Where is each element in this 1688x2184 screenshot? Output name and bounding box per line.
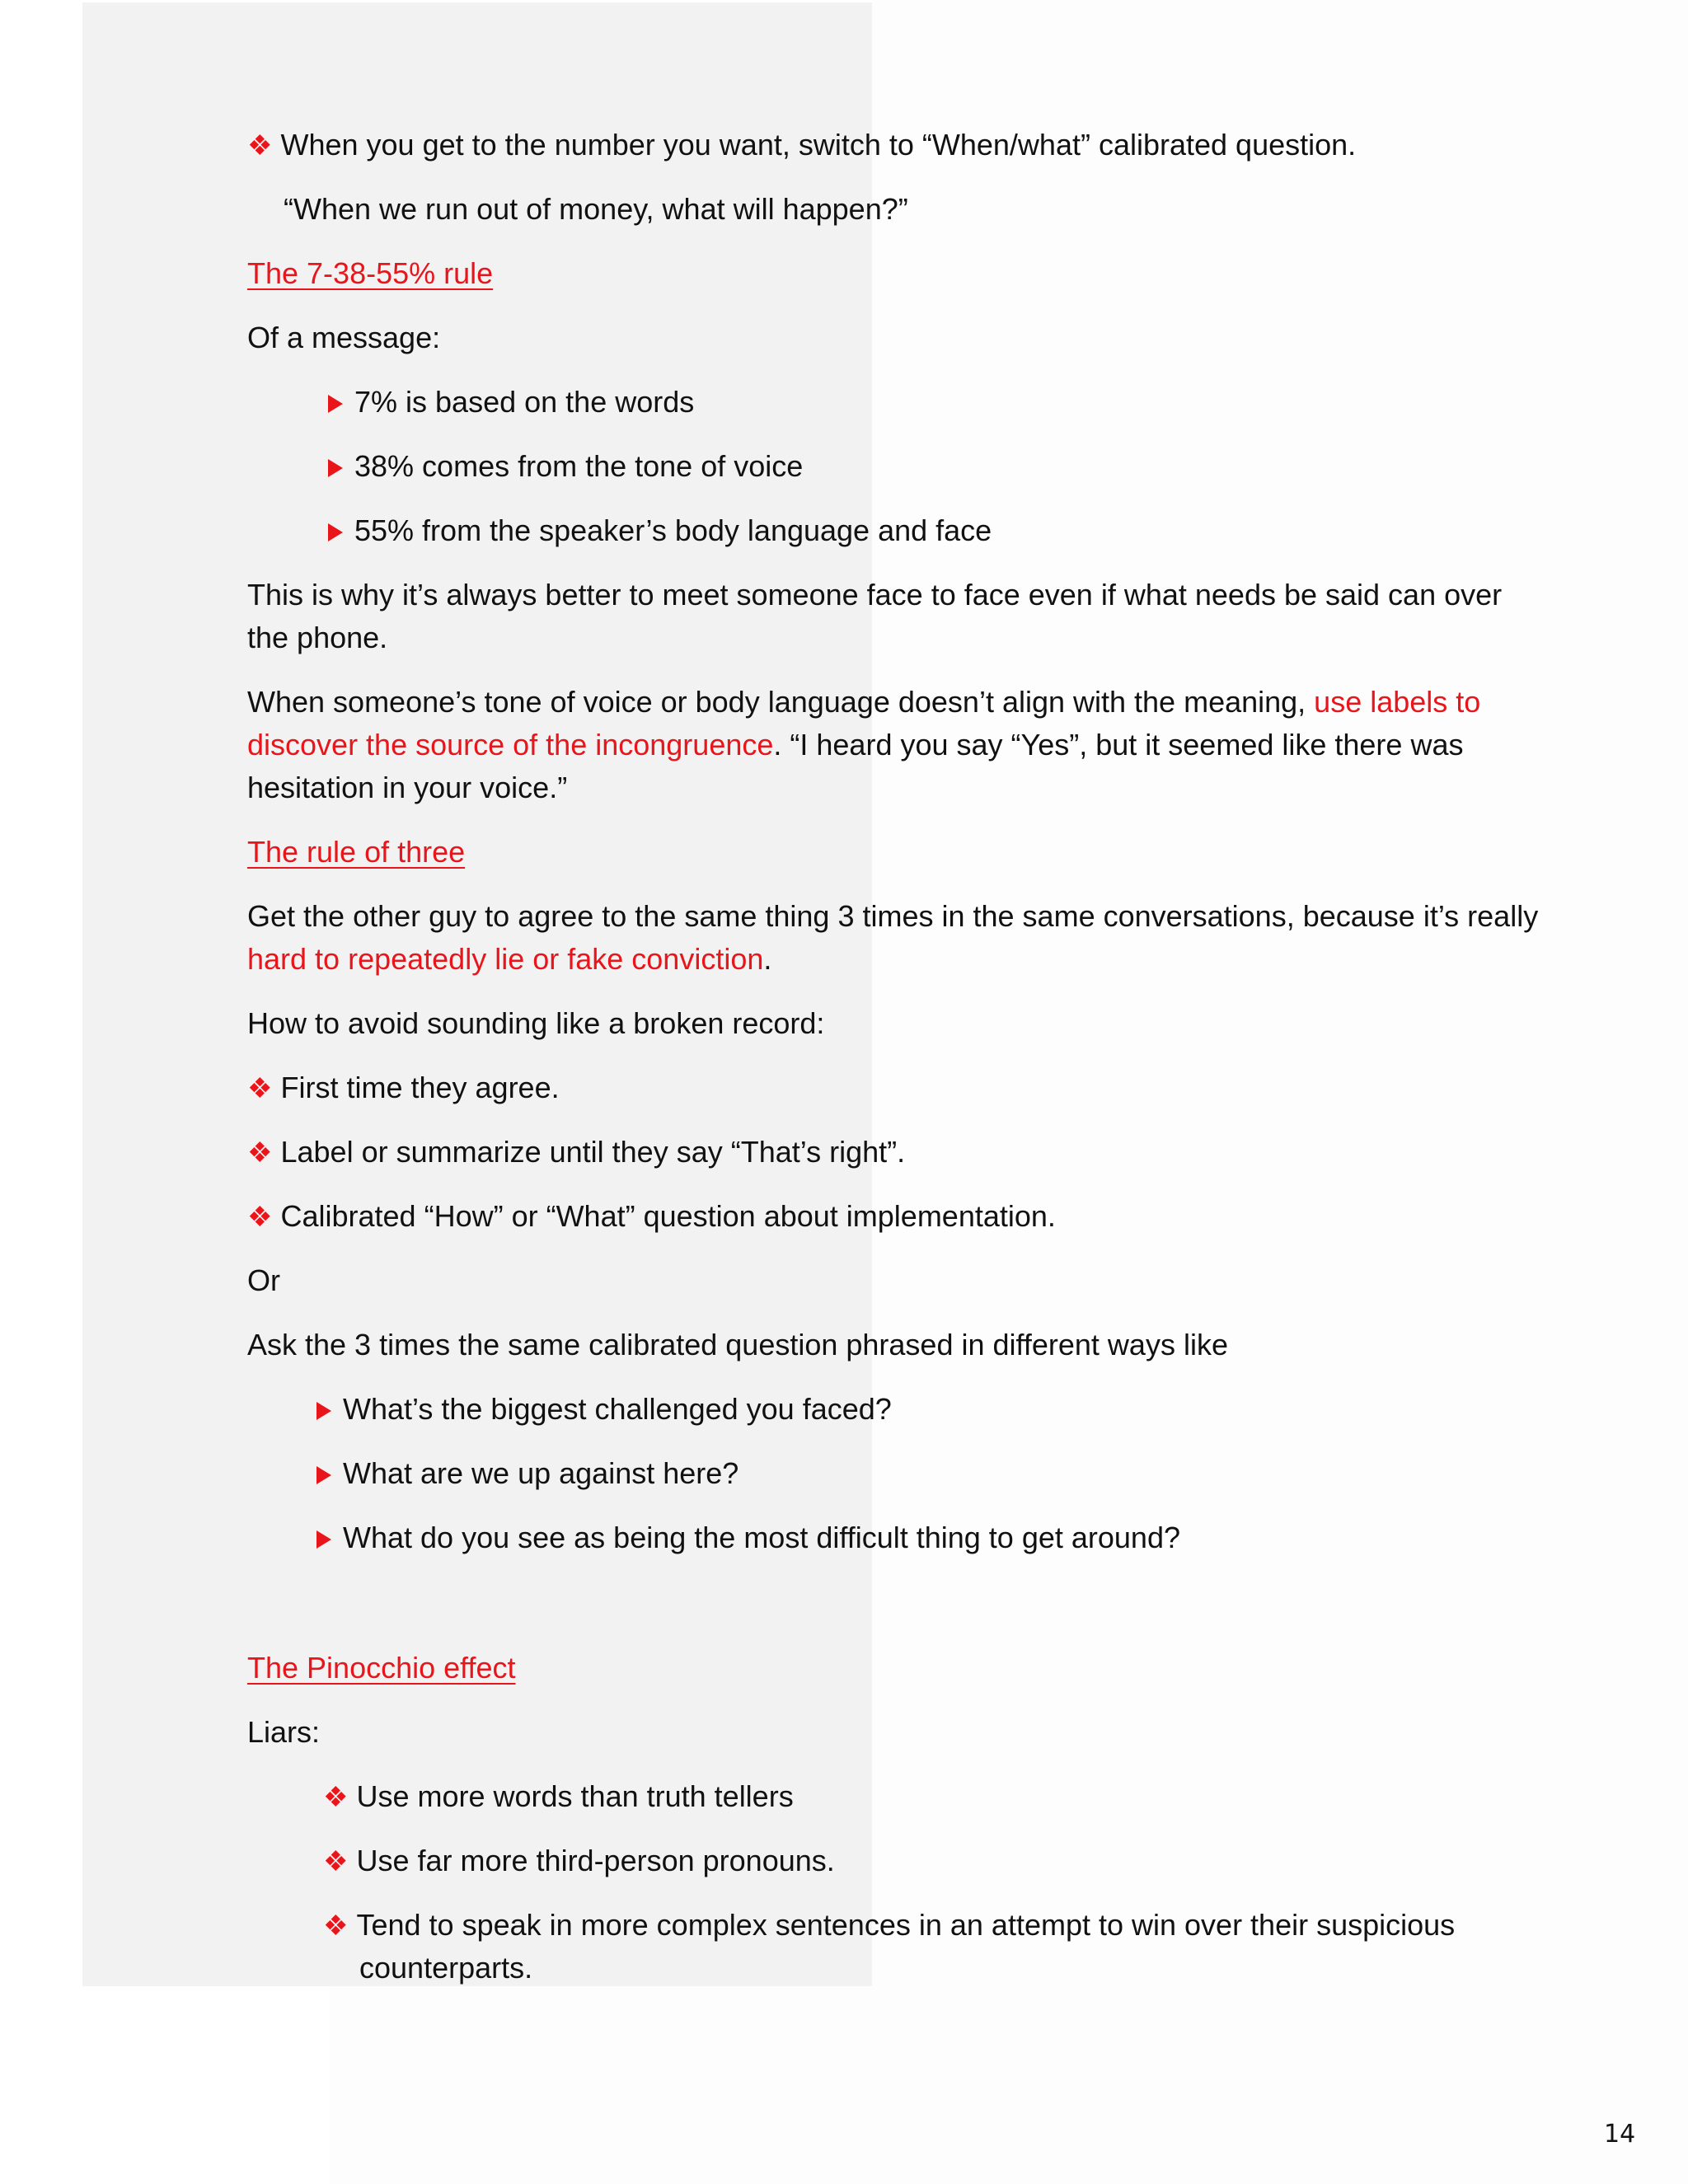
bullet-text-continuation: counterparts.: [359, 1951, 533, 1985]
triangle-bullet-icon: [316, 1466, 331, 1484]
list-item-text: 38% comes from the tone of voice: [354, 449, 804, 483]
diamond-bullet-icon: ❖: [323, 1846, 349, 1877]
list-item: [328, 445, 803, 488]
list-item: [328, 509, 992, 552]
triangle-bullet-icon: [316, 1530, 331, 1549]
bullet-item: [247, 1195, 1056, 1239]
paragraph-text: How to avoid sounding like a broken record:: [247, 1006, 825, 1040]
bullet-text: Label or summarize until they say “That’s right”.: [280, 1135, 906, 1169]
list-item: [316, 1452, 738, 1495]
section-heading-rule-of-three[interactable]: The rule of three: [247, 835, 466, 869]
highlight-text: use labels to: [1306, 685, 1481, 719]
triangle-bullet-icon: [328, 459, 343, 477]
triangle-bullet-icon: [328, 523, 343, 541]
bullet-text: Use more words than truth tellers: [356, 1779, 794, 1813]
paragraph-text: [247, 681, 1480, 724]
bullet-item: [247, 124, 1356, 167]
paragraph-text: hesitation in your voice.”: [247, 771, 568, 804]
paragraph-text: Ask the 3 times the same calibrated question phrased in different ways like: [247, 1328, 1228, 1361]
paragraph-segment: .: [763, 942, 772, 976]
quote-text: “When we run out of money, what will happen?”: [284, 192, 908, 226]
paragraph-text: Liars:: [247, 1715, 321, 1749]
list-item: [316, 1516, 1180, 1559]
paragraph-text: Get the other guy to agree to the same thing 3 times in the same conversations, because it’s really: [247, 899, 1539, 933]
paragraph-segment: . “I heard you say “Yes”, but it seemed like there was: [773, 728, 1464, 762]
paragraph-text: Of a message:: [247, 321, 441, 354]
highlight-text: discover the source of the incongruence: [247, 728, 774, 762]
paragraph-text: the phone.: [247, 621, 388, 654]
triangle-bullet-icon: [328, 395, 343, 413]
diamond-bullet-icon: ❖: [247, 1137, 273, 1169]
bullet-text: Use far more third-person pronouns.: [356, 1844, 835, 1877]
bullet-item: [323, 1904, 1455, 1947]
section-heading-7-38-55[interactable]: The 7-38-55% rule: [247, 256, 494, 290]
bullet-item: [323, 1840, 835, 1883]
bullet-text: When you get to the number you want, switch to “When/what” calibrated question.: [280, 128, 1357, 162]
section-heading-pinocchio-effect[interactable]: The Pinocchio effect: [247, 1651, 516, 1685]
bullet-text: Calibrated “How” or “What” question about implementation.: [280, 1199, 1056, 1233]
paragraph-text: Or: [247, 1263, 280, 1297]
diamond-bullet-icon: ❖: [247, 1073, 273, 1104]
list-item-text: 55% from the speaker’s body language and face: [354, 513, 992, 547]
triangle-bullet-icon: [316, 1402, 331, 1420]
paragraph-text: [247, 938, 771, 981]
bullet-text: Tend to speak in more complex sentences in an attempt to win over their suspicious: [356, 1908, 1456, 1942]
paragraph-text: [247, 724, 1463, 766]
diamond-bullet-icon: ❖: [247, 130, 273, 162]
diamond-bullet-icon: ❖: [247, 1202, 273, 1233]
list-item: [328, 381, 694, 424]
bullet-text: First time they agree.: [280, 1071, 560, 1104]
bullet-item: [247, 1066, 560, 1110]
list-item: [316, 1388, 892, 1431]
list-item-text: What do you see as being the most difficult thing to get around?: [343, 1521, 1180, 1554]
diamond-bullet-icon: ❖: [323, 1782, 349, 1813]
diamond-bullet-icon: ❖: [323, 1910, 349, 1942]
paragraph-segment: When someone’s tone of voice or body language doesn’t align with the meaning,: [247, 685, 1306, 719]
bullet-item: [323, 1775, 794, 1819]
list-item-text: 7% is based on the words: [354, 385, 695, 419]
bullet-item: [247, 1131, 905, 1174]
paragraph-text: This is why it’s always better to meet someone face to face even if what needs be said can over: [247, 578, 1503, 612]
list-item-text: What are we up against here?: [343, 1456, 739, 1490]
highlight-text: hard to repeatedly lie or fake conviction: [247, 942, 764, 976]
page-number: 14: [1604, 2120, 1636, 2149]
list-item-text: What’s the biggest challenged you faced?: [343, 1392, 892, 1426]
